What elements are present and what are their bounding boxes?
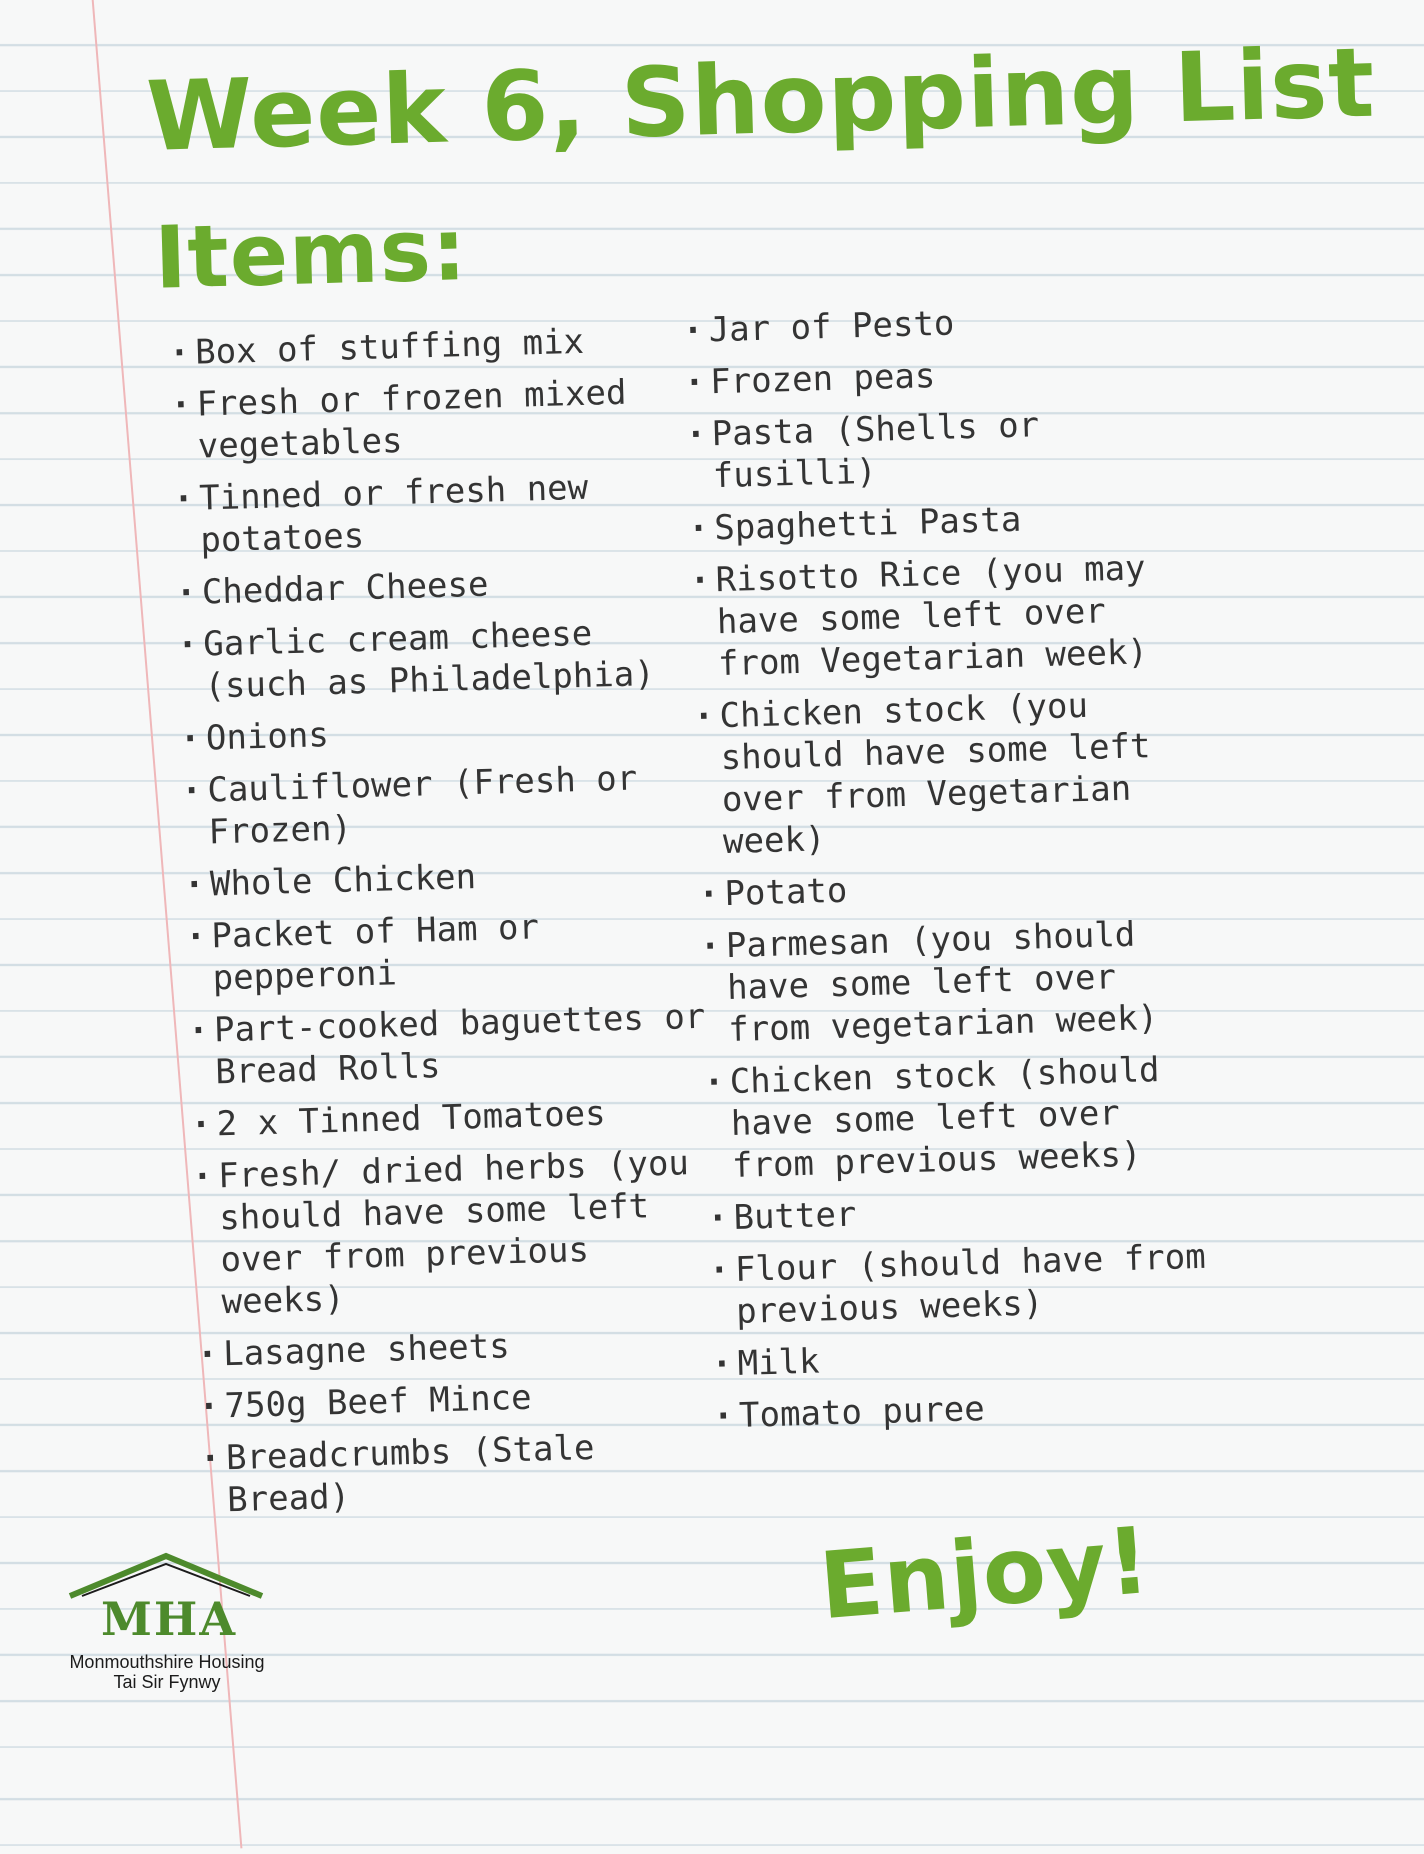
list-item: · Lasagne sheets — [197, 1319, 728, 1376]
items-heading: Items: — [153, 200, 469, 309]
list-item: · 750g Beef Mince — [198, 1371, 729, 1428]
shopping-list-left — [169, 318, 732, 1532]
list-item: · Fresh or frozen mixed vegetables — [170, 370, 702, 469]
list-item: · Packet of Ham or pepperoni — [185, 901, 717, 1000]
list-item: · Flour (should have from previous weeks) — [708, 1236, 1210, 1334]
list-item: · Risotto Rice (you may have some left over from Vegetarian week) — [689, 546, 1192, 686]
list-item: · Milk — [711, 1330, 1212, 1386]
list-item: · Spaghetti Pasta — [688, 494, 1189, 550]
logo-mark: MHA — [100, 1592, 238, 1646]
logo-org-name-welsh: Tai Sir Fynwy — [113, 1672, 221, 1692]
list-item: · Chicken stock (should have some left over from previous weeks) — [703, 1048, 1206, 1188]
list-item: · Breadcrumbs (Stale Bread) — [199, 1423, 731, 1522]
list-item: · Frozen peas — [684, 348, 1185, 404]
list-item: · Garlic cream cheese (such as Philadelphia) — [177, 609, 709, 708]
list-item: · Butter — [707, 1184, 1208, 1240]
list-item: · Cheddar Cheese — [175, 557, 706, 614]
closing-message: Enjoy! — [815, 1506, 1155, 1641]
mha-logo — [52, 1552, 282, 1692]
shopping-list-right — [682, 296, 1214, 1448]
list-item: · Tinned or fresh new potatoes — [173, 464, 705, 563]
list-item: · Box of stuffing mix — [169, 318, 700, 375]
list-item: · Part-cooked baguettes or Bread Rolls — [188, 995, 720, 1094]
list-item: · Chicken stock (you should have some left over from Vegetarian week) — [693, 682, 1197, 864]
list-item: · Cauliflower (Fresh or Frozen) — [181, 755, 713, 854]
list-item: · Parmesan (you should have some left over from vegetarian week) — [699, 912, 1202, 1052]
list-item: · Tomato puree — [713, 1382, 1214, 1438]
list-item: · Jar of Pesto — [682, 296, 1183, 352]
list-item: · Potato — [698, 860, 1199, 916]
list-item: · 2 x Tinned Tomatoes — [190, 1089, 721, 1146]
logo-org-name: Monmouthshire Housing — [69, 1652, 265, 1672]
list-item: · Whole Chicken — [183, 849, 714, 906]
list-item: · Onions — [179, 703, 710, 760]
page-title: Week 6, Shopping List — [145, 26, 1377, 173]
list-item: · Pasta (Shells or fusilli) — [685, 400, 1187, 498]
list-item: · Fresh/ dried herbs (you should have some left over from previous weeks) — [192, 1141, 726, 1324]
